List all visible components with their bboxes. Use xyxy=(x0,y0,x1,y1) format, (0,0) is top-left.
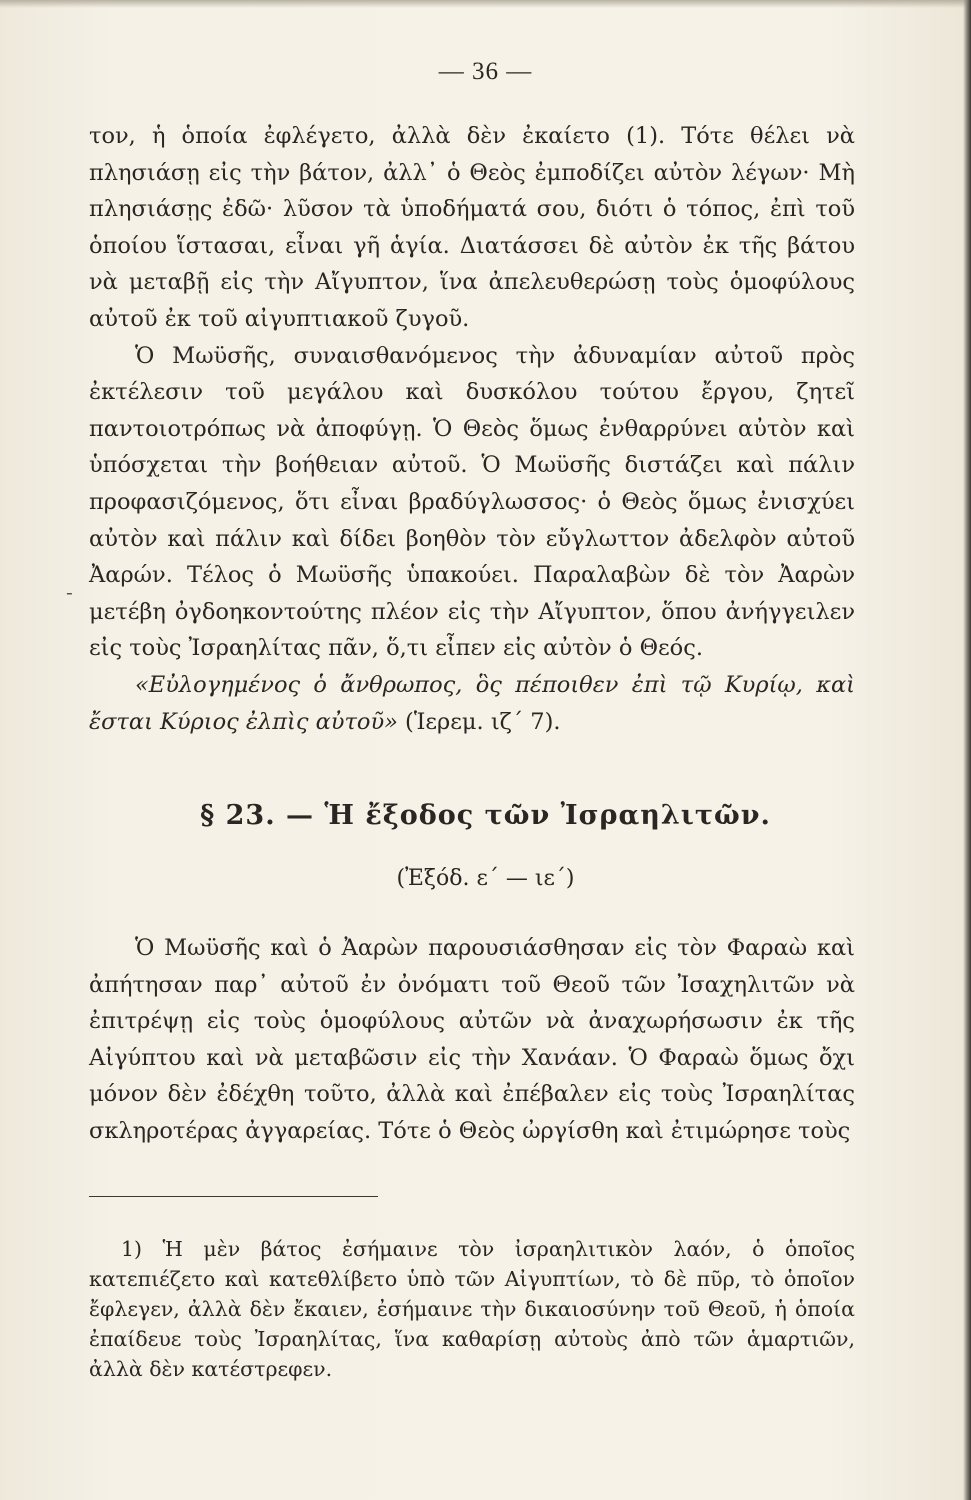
footnote-text: 1) Ἡ μὲν βάτος ἐσήμαινε τὸν ἰσραηλιτικὸν λαόν, ὁ ὁποῖος κατεπιέζετο καὶ κατεθλίβετο ὑπὸ τῶν Αἰγυπτίων, τὸ δὲ πῦρ, τὸ ὁποῖον ἔφλεγεν, ἀλλὰ δὲν ἔκαιεν, ἐσήμαινε τὴν δικαιοσύνην τοῦ Θεοῦ, ἡ ὁποία ἐπαίδευε τοὺς Ἰσραηλίτας, ἵνα καθαρίσῃ αὐτοὺς ἀπὸ τῶν ἁμαρτιῶν, ἀλλὰ δὲν κατέστρεφεν. xyxy=(89,1237,855,1381)
page-right-edge xyxy=(963,0,971,1500)
page-top-edge xyxy=(0,0,971,8)
footnote-divider xyxy=(89,1196,378,1197)
footnote xyxy=(89,1234,855,1384)
margin-mark: - xyxy=(66,580,73,604)
scripture-reference: (Ἱερεμ. ιζ΄ 7). xyxy=(397,708,561,735)
paragraph-2: Ὁ Μωϋσῆς, συναισθανόμενος τὴν ἀδυναμίαν αὐτοῦ πρὸς ἐκτέλεσιν τοῦ μεγάλου καὶ δυσκόλου τούτου ἔργου, ζητεῖ παντοιοτρόπως νὰ ἀποφύγῃ. Ὁ Θεὸς ὅμως ἐνθαρρύνει αὐτὸν καὶ ὑπόσχεται τὴν βοήθειαν αὐτοῦ. Ὁ Μωϋσῆς διστάζει καὶ πάλιν προφασιζόμενος, ὅτι εἶναι βραδύγλωσσος· ὁ Θεὸς ὅμως ἐνισχύει αὐτὸν καὶ πάλιν καὶ δίδει βοηθὸν τὸν εὔγλωττον ἀδελφὸν αὐτοῦ Ἀαρών. Τέλος ὁ Μωϋσῆς ὑπακούει. Παραλαβὼν δὲ τὸν Ἀαρὼν μετέβη ὀγδοηκοντούτης πλέον εἰς τὴν Αἴγυπτον, ὅπου ἀνήγγειλεν εἰς τοὺς Ἰσραηλίτας πᾶν, ὅ,τι εἶπεν εἰς αὐτὸν ὁ Θεός. xyxy=(89,342,855,662)
paragraph-3: Ὁ Μωϋσῆς καὶ ὁ Ἀαρὼν παρουσιάσθησαν εἰς τὸν Φαραὼ καὶ ἀπήτησαν παρ᾽ αὐτοῦ ἐν ὀνόματι τοῦ Θεοῦ τῶν Ἰσαχηλιτῶν νὰ ἐπιτρέψῃ εἰς τοὺς ὁμοφύλους αὐτῶν νὰ ἀναχωρήσωσιν ἐκ τῆς Αἰγύπτου καὶ νὰ μεταβῶσιν εἰς τὴν Χανάαν. Ὁ Φαραὼ ὅμως ὄχι μόνον δὲν ἐδέχθη τοῦτο, ἀλλὰ καὶ ἐπέβαλεν εἰς τοὺς Ἰσραηλίτας σκληροτέρας ἀγγαρείας. Τότε ὁ Θεὸς ὠργίσθη καὶ ἐτιμώρησε τοὺς xyxy=(89,935,855,1144)
section-heading: § 23. — Ἡ ἔξοδος τῶν Ἰσραηλιτῶν. xyxy=(200,800,771,831)
section-text xyxy=(89,930,855,1150)
section-subheading: (Ἐξόδ. ε΄ — ιε΄) xyxy=(396,866,575,891)
paragraph-1: τον, ἡ ὁποία ἐφλέγετο, ἀλλὰ δὲν ἐκαίετο (1). Τότε θέλει νὰ πλησιάσῃ εἰς τὴν βάτον, ἀλλ᾽ ὁ Θεὸς ἐμποδίζει αὐτὸν λέγων· Μὴ πλησιάσῃς ἐδῶ· λῦσον τὰ ὑποδήματά σου, διότι ὁ τόπος, ἐπὶ τοῦ ὁποίου ἵστασαι, εἶναι γῆ ἁγία. Διατάσσει δὲ αὐτὸν ἐκ τῆς βάτου νὰ μεταβῇ εἰς τὴν Αἴγυπτον, ἵνα ἀπελευθερώσῃ τοὺς ὁμοφύλους αὐτοῦ ἐκ τοῦ αἰγυπτιακοῦ ζυγοῦ. xyxy=(89,123,855,332)
quote-paragraph xyxy=(89,667,855,740)
main-text xyxy=(89,118,855,740)
page-number: — 36 — xyxy=(438,58,533,85)
scripture-quote: «Εὐλογημένος ὁ ἄνθρωπος, ὃς πέποιθεν ἐπὶ τῷ Κυρίῳ, καὶ ἔσται Κύριος ἐλπὶς αὐτοῦ» xyxy=(89,671,855,735)
